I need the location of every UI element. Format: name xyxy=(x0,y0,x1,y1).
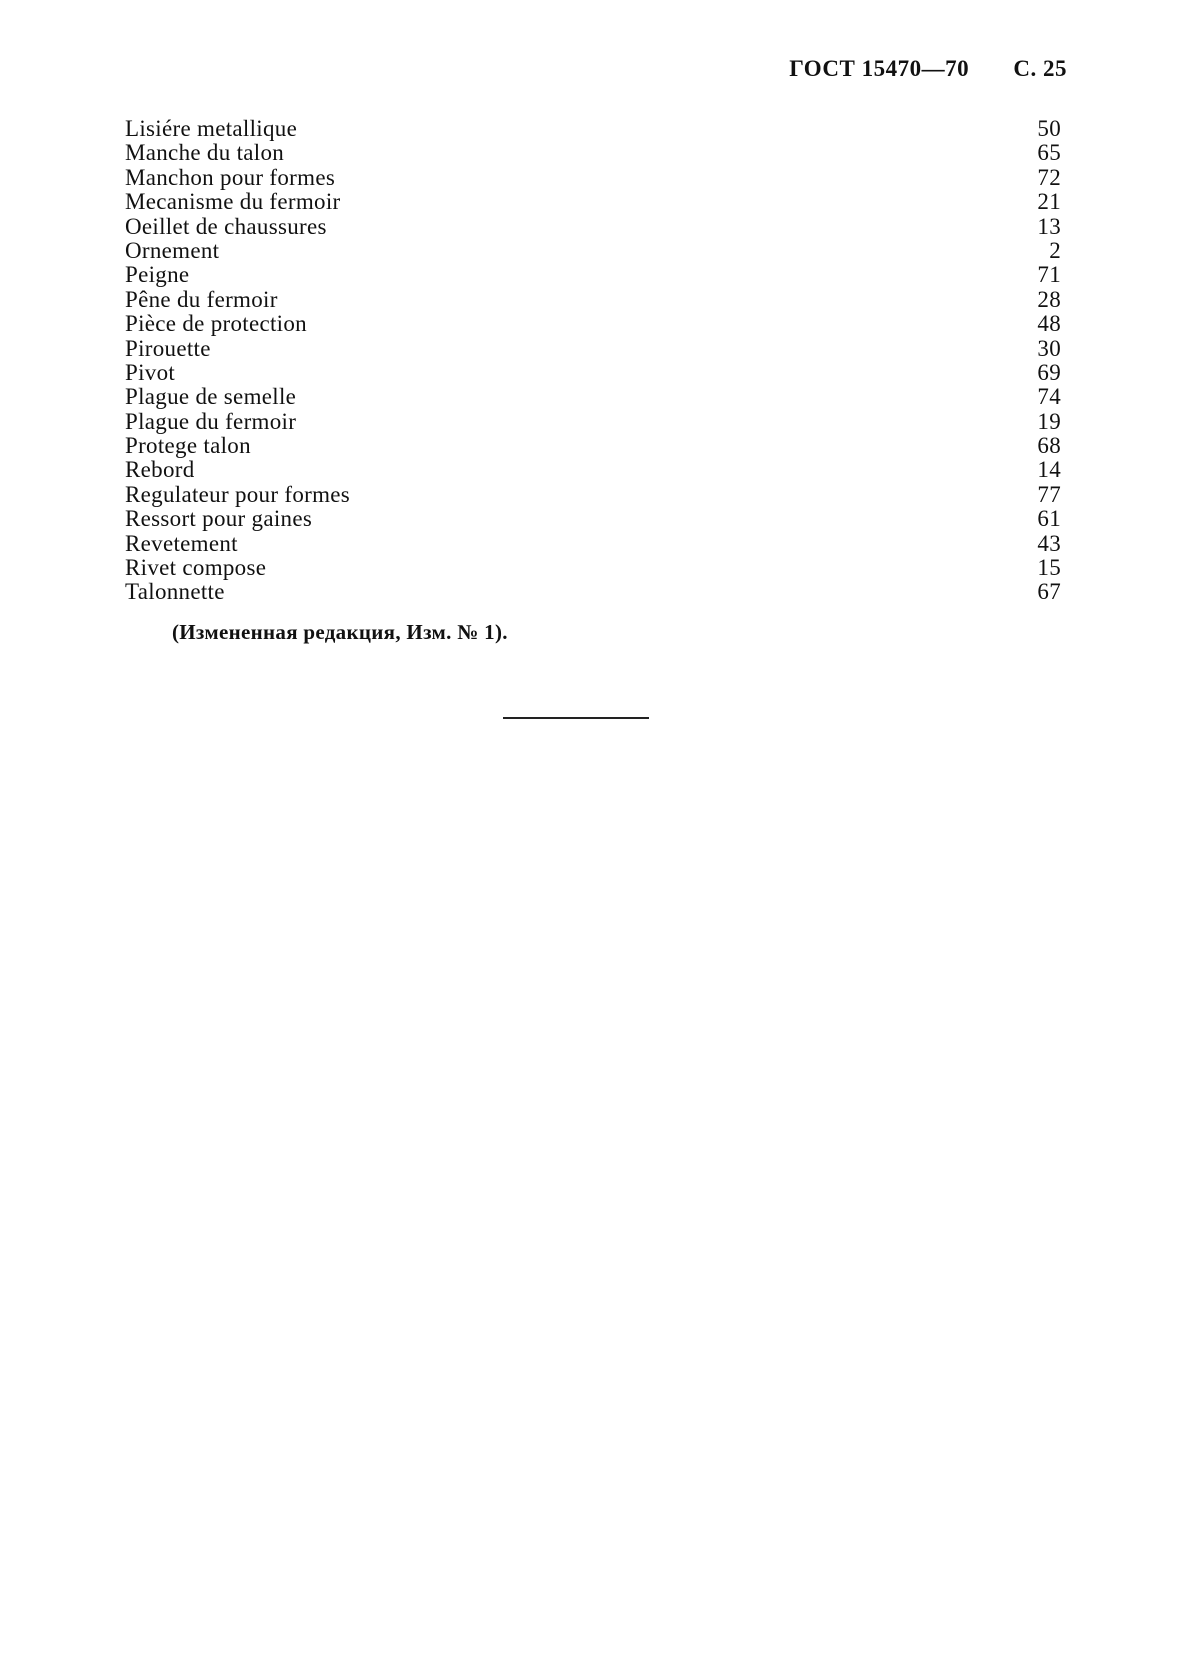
index-number: 74 xyxy=(1037,384,1061,410)
index-number: 67 xyxy=(1037,579,1061,605)
index-number: 48 xyxy=(1037,311,1061,337)
index-row xyxy=(125,190,1061,214)
index-number: 69 xyxy=(1037,359,1061,385)
index-term: Mecanisme du fermoir xyxy=(125,189,341,215)
index-number: 2 xyxy=(1049,237,1061,263)
index-number: 65 xyxy=(1037,140,1061,166)
index-number: 43 xyxy=(1037,530,1061,556)
page-number: С. 25 xyxy=(1013,56,1067,81)
index-term: Peigne xyxy=(125,262,190,288)
index-number: 68 xyxy=(1037,433,1061,459)
index-number: 50 xyxy=(1037,116,1061,141)
index-row xyxy=(125,385,1061,409)
index-term: Revetement xyxy=(125,530,238,556)
index-row xyxy=(125,434,1061,458)
index-row xyxy=(125,263,1061,287)
index-term: Lisiére metallique xyxy=(125,116,298,141)
index-number: 77 xyxy=(1037,481,1061,507)
term-index-list xyxy=(125,117,1061,605)
index-term: Oeillet de chaussures xyxy=(125,213,327,239)
index-term: Plague de semelle xyxy=(125,384,297,410)
index-number: 28 xyxy=(1037,286,1061,312)
index-row xyxy=(125,556,1061,580)
page-header xyxy=(789,56,1067,82)
index-number: 19 xyxy=(1037,408,1061,434)
index-row xyxy=(125,141,1061,165)
index-row xyxy=(125,117,1061,141)
end-divider xyxy=(503,717,649,719)
index-term: Manchon pour formes xyxy=(125,164,336,190)
index-number: 21 xyxy=(1037,189,1061,215)
index-row xyxy=(125,410,1061,434)
index-row xyxy=(125,483,1061,507)
index-number: 15 xyxy=(1037,555,1061,581)
index-term: Pirouette xyxy=(125,335,211,361)
index-term: Pêne du fermoir xyxy=(125,286,278,312)
index-row xyxy=(125,312,1061,336)
index-term: Ressort pour gaines xyxy=(125,506,313,532)
index-number: 14 xyxy=(1037,457,1061,483)
index-term: Rivet compose xyxy=(125,555,267,581)
index-term: Protege talon xyxy=(125,433,251,459)
index-term: Rebord xyxy=(125,457,195,483)
index-number: 13 xyxy=(1037,213,1061,239)
index-row xyxy=(125,239,1061,263)
index-term: Regulateur pour formes xyxy=(125,481,351,507)
index-row xyxy=(125,361,1061,385)
index-number: 61 xyxy=(1037,506,1061,532)
index-number: 30 xyxy=(1037,335,1061,361)
index-row xyxy=(125,580,1061,604)
index-row xyxy=(125,288,1061,312)
index-row xyxy=(125,215,1061,239)
index-term: Plague du fermoir xyxy=(125,408,297,434)
index-row xyxy=(125,337,1061,361)
index-row xyxy=(125,458,1061,482)
index-term: Talonnette xyxy=(125,579,225,605)
index-term: Pivot xyxy=(125,359,176,385)
index-number: 71 xyxy=(1037,262,1061,288)
index-row xyxy=(125,166,1061,190)
amendment-note: (Измененная редакция, Изм. № 1). xyxy=(172,620,508,644)
index-term: Manche du talon xyxy=(125,140,285,166)
index-row xyxy=(125,507,1061,531)
index-term: Ornement xyxy=(125,237,220,263)
index-term: Pièce de protection xyxy=(125,311,307,337)
index-row xyxy=(125,532,1061,556)
standard-number: ГОСТ 15470—70 xyxy=(789,56,970,81)
index-number: 72 xyxy=(1037,164,1061,190)
